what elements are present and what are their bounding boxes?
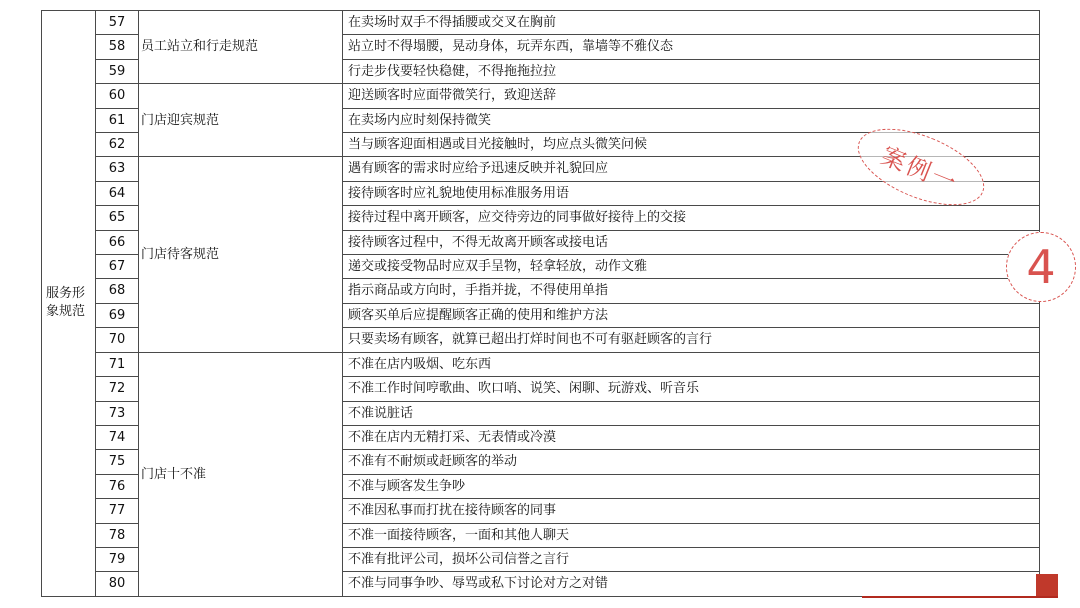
- footer-accent-line: [862, 574, 1058, 598]
- rule-text-cell: 接待过程中离开顾客，应交待旁边的同事做好接待上的交接: [343, 206, 1040, 230]
- rule-text-cell: 不准一面接待顾客，一面和其他人聊天: [343, 523, 1040, 547]
- row-number-cell: 77: [96, 499, 139, 523]
- row-number-cell: 60: [96, 84, 139, 108]
- subcategory-cell: 门店待客规范: [139, 157, 343, 352]
- rule-text-cell: 在卖场内应时刻保持微笑: [343, 108, 1040, 132]
- row-number-cell: 58: [96, 35, 139, 59]
- rule-text-cell: 当与顾客迎面相遇或目光接触时，均应点头微笑问候: [343, 133, 1040, 157]
- subcategory-cell: 门店十不准: [139, 352, 343, 596]
- rule-text-cell: 迎送顾客时应面带微笑行，致迎送辞: [343, 84, 1040, 108]
- table-row: [42, 84, 1040, 108]
- row-number-cell: 59: [96, 59, 139, 83]
- page-number-label: 4: [1026, 240, 1056, 294]
- row-number-cell: 72: [96, 377, 139, 401]
- row-number-cell: 78: [96, 523, 139, 547]
- row-number-cell: 61: [96, 108, 139, 132]
- rule-text-cell: 不准工作时间哼歌曲、吹口哨、说笑、闲聊、玩游戏、听音乐: [343, 377, 1040, 401]
- rule-text-cell: 在卖场时双手不得插腰或交叉在胸前: [343, 11, 1040, 35]
- rule-text-cell: 不准有批评公司，损坏公司信誉之言行: [343, 547, 1040, 571]
- rule-text-cell: 不准在店内无精打采、无表情或冷漠: [343, 425, 1040, 449]
- row-number-cell: 66: [96, 230, 139, 254]
- rule-text-cell: 接待顾客过程中，不得无故离开顾客或接电话: [343, 230, 1040, 254]
- row-number-cell: 63: [96, 157, 139, 181]
- rule-text-cell: 指示商品或方向时，手指并拢，不得使用单指: [343, 279, 1040, 303]
- table-row: [42, 11, 1040, 35]
- row-number-cell: 65: [96, 206, 139, 230]
- rule-text-cell: 不准有不耐烦或赶顾客的举动: [343, 450, 1040, 474]
- subcategory-cell: 门店迎宾规范: [139, 84, 343, 157]
- row-number-cell: 75: [96, 450, 139, 474]
- rule-text-cell: 接待顾客时应礼貌地使用标准服务用语: [343, 181, 1040, 205]
- rule-text-cell: 不准与顾客发生争吵: [343, 474, 1040, 498]
- rule-text-cell: 不准在店内吸烟、吃东西: [343, 352, 1040, 376]
- row-number-cell: 68: [96, 279, 139, 303]
- table-body: [42, 11, 1040, 597]
- row-number-cell: 57: [96, 11, 139, 35]
- row-number-cell: 62: [96, 133, 139, 157]
- rule-text-cell: 不准因私事而打扰在接待顾客的同事: [343, 499, 1040, 523]
- service-standards-table: [41, 10, 1040, 597]
- rule-text-cell: 不准与同事争吵、辱骂或私下讨论对方之对错: [343, 572, 1040, 596]
- rule-text-cell: 行走步伐要轻快稳健，不得拖拖拉拉: [343, 59, 1040, 83]
- row-number-cell: 73: [96, 401, 139, 425]
- case-stamp-label: 案例一: [877, 141, 963, 198]
- rule-text-cell: 站立时不得塌腰，晃动身体，玩弄东西，靠墙等不雅仪态: [343, 35, 1040, 59]
- row-number-cell: 80: [96, 572, 139, 596]
- footer-accent-tab: [1036, 574, 1058, 596]
- rule-text-cell: 顾客买单后应提醒顾客正确的使用和维护方法: [343, 303, 1040, 327]
- rule-text-cell: 遇有顾客的需求时应给予迅速反映并礼貌回应: [343, 157, 1040, 181]
- row-number-cell: 76: [96, 474, 139, 498]
- page-number-stamp: [1006, 232, 1076, 302]
- row-number-cell: 79: [96, 547, 139, 571]
- row-number-cell: 70: [96, 328, 139, 352]
- rule-text-cell: 不准说脏话: [343, 401, 1040, 425]
- rule-text-cell: 递交或接受物品时应双手呈物，轻拿轻放，动作文雅: [343, 255, 1040, 279]
- row-number-cell: 74: [96, 425, 139, 449]
- row-number-cell: 69: [96, 303, 139, 327]
- section-cell: 服务形象规范: [42, 11, 96, 597]
- rule-text-cell: 只要卖场有顾客，就算已超出打烊时间也不可有驱赶顾客的言行: [343, 328, 1040, 352]
- row-number-cell: 67: [96, 255, 139, 279]
- row-number-cell: 71: [96, 352, 139, 376]
- subcategory-cell: 员工站立和行走规范: [139, 11, 343, 84]
- table-row: [42, 352, 1040, 376]
- row-number-cell: 64: [96, 181, 139, 205]
